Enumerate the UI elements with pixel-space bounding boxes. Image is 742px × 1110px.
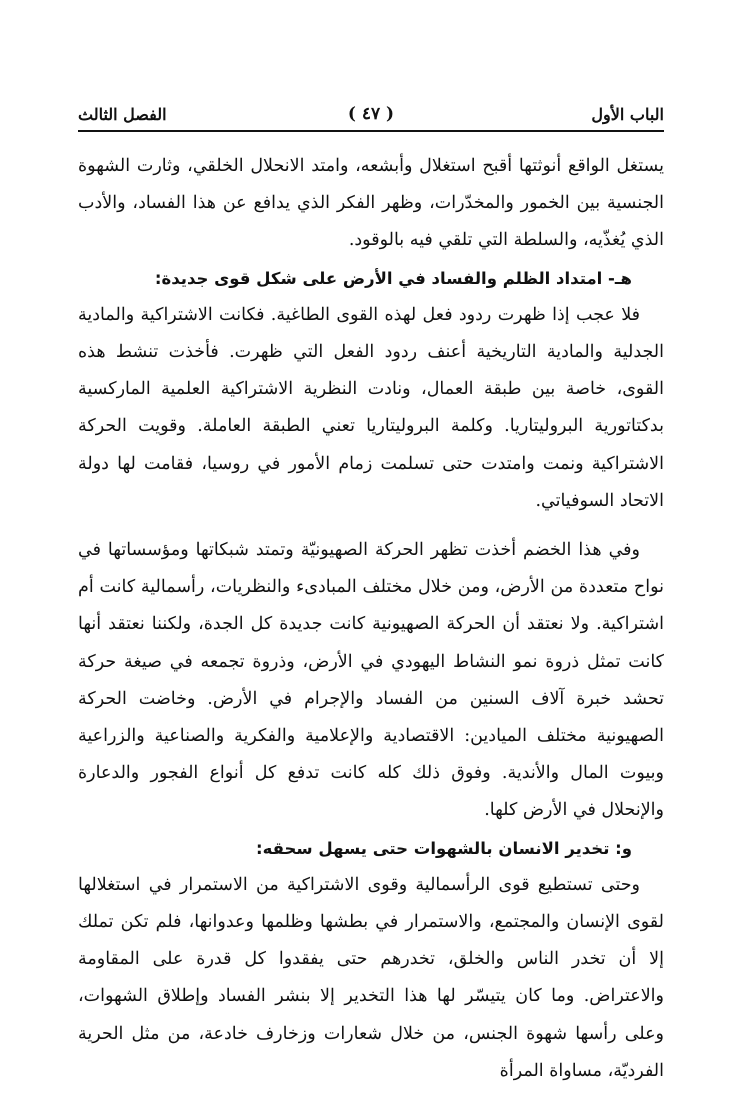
header-rule (78, 130, 664, 132)
running-header (78, 100, 664, 128)
body-text (78, 148, 664, 1090)
part-title: الباب الأول (591, 104, 664, 124)
section-heading-w: و: تخدير الانسان بالشهوات حتى يسهل سحقه: (256, 838, 632, 858)
chapter-title: الفصل الثالث (78, 104, 167, 124)
paragraph-1: يستغل الواقع أنوثتها أقبح استغلال وأبشعه، وامتد الانحلال الخلقي، وثارت الشهوة الجنسية بين الخمور والمخدّرات، وظهر الفكر الذي يدافع عن هذا الفساد، والأدب الذي يُغذّيه، والسلطة التي تلقي فيه بالوقود. (78, 156, 664, 251)
paragraph-3: وفي هذا الخضم أخذت تظهر الحركة الصهيونيّة وتمتد شبكاتها ومؤسساتها في نواح متعددة من الأرض، ومن خلال مختلف المبادىء والنظريات، رأسمالية كانت أم اشتراكية. ولا نعتقد أن الحركة الصهيونية كانت جديدة كل الجدة، ولكننا نعتقد أنها كانت تمثل ذروة نمو النشاط اليهودي في الأرض، وذروة تجمعه في صيغة حركة تحشد خبرة آلاف السنين من الفساد والإجرام في الأرض. وخاضت الحركة الصهيونية مختلف الميادين: الاقتصادية والإعلامية والفكرية والصناعية والزراعية وبيوت المال والأندية. وفوق ذلك كله كانت تدفع كل أنواع الفجور والدعارة والإنحلال في الأرض كلها. (78, 540, 664, 821)
section-heading-h: هـ- امتداد الظلم والفساد في الأرض على شكل قوى جديدة: (154, 268, 632, 288)
paragraph-2: فلا عجب إذا ظهرت ردود فعل لهذه القوى الطاغية. فكانت الاشتراكية والمادية الجدلية والمادية التاريخية أعنف ردود الفعل التي ظهرت. فأخذت تنشط هذه القوى، خاصة بين طبقة العمال، ونادت النظرية الاشتراكية العلمية الماركسية بدكتاتورية البروليتاريا. وكلمة البروليتاريا تعني الطبقة العاملة. وقويت الحركة الاشتراكية ونمت وامتدت حتى تسلمت زمام الأمور في روسيا، فقامت لها دولة الاتحاد السوفياتي. (78, 304, 664, 511)
page-number: ( ٤٧ ) (347, 104, 395, 124)
paragraph-gap (78, 520, 664, 532)
paragraph-4: وحتى تستطيع قوى الرأسمالية وقوى الاشتراكية من الاستمرار في استغلالها لقوى الإنسان والمجتمع، والاستمرار في بطشها وظلمها وعدوانها، فلم تكن تملك إلا أن تخدر الناس والخلق، تخدرهم حتى يفقدوا كل قدرة على المقاومة والاعتراض. وما كان يتيسّر لها هذا التخدير إلا بنشر الفساد وإطلاق الشهوات، وعلى رأسها شهوة الجنس، من خلال شعارات وزخارف خادعة، من مثل الحرية الفرديّة، مساواة المرأة (78, 874, 664, 1081)
